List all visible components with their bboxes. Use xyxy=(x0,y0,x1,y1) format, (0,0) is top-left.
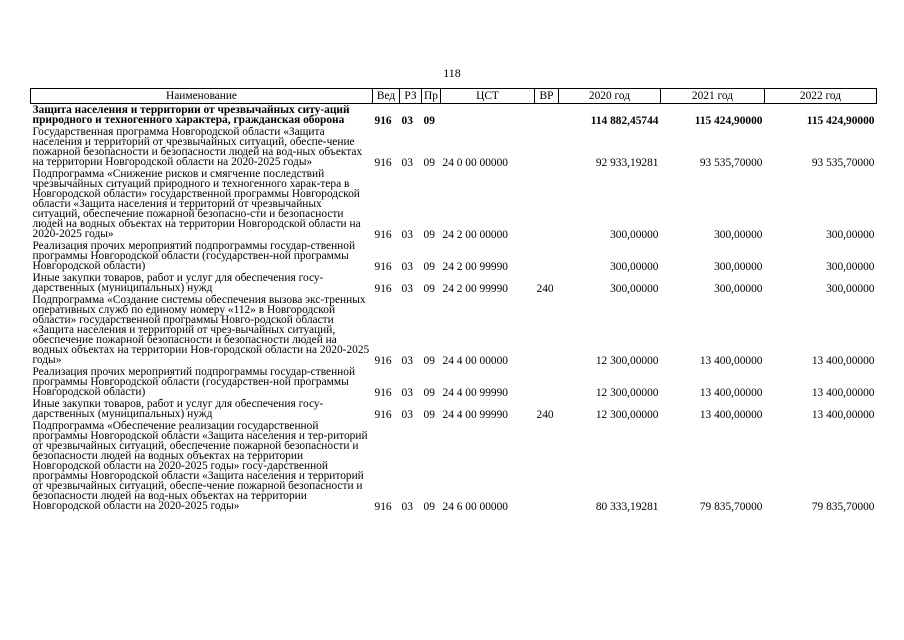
row-rz: 03 xyxy=(401,157,413,169)
row-name: Реализация прочих мероприятий подпрограммы государ-ственной программы Новгородской области (государствен-ной программы Новгородской области) xyxy=(32,366,356,398)
row-cst: 24 4 00 00000 xyxy=(442,355,508,367)
row-cst: 24 2 00 99990 xyxy=(442,283,508,295)
row-amount-2021: 79 835,70000 xyxy=(699,501,763,513)
row-amount-2021: 115 424,90000 xyxy=(694,115,763,127)
row-amount-2022: 93 535,70000 xyxy=(811,157,875,169)
row-amount-2020: 12 300,00000 xyxy=(595,355,659,367)
row-amount-2021: 300,00000 xyxy=(714,261,763,273)
row-ved: 916 xyxy=(374,283,392,295)
row-amount-2020: 300,00000 xyxy=(610,261,659,273)
row-amount-2022: 13 400,00000 xyxy=(811,387,875,399)
row-pr: 09 xyxy=(423,387,435,399)
row-name: Иные закупки товаров, работ и услуг для обеспечения госу-дарственных (муниципальных) нужд xyxy=(32,398,324,420)
row-pr: 09 xyxy=(423,409,435,421)
row-name: Иные закупки товаров, работ и услуг для обеспечения госу-дарственных (муниципальных) нужд xyxy=(32,272,324,294)
row-amount-2021: 300,00000 xyxy=(714,283,763,295)
row-ved: 916 xyxy=(374,115,392,127)
col-header-ved: Вед xyxy=(373,89,400,104)
row-ved: 916 xyxy=(374,387,392,399)
row-cst: 24 2 00 00000 xyxy=(442,229,508,241)
row-vr xyxy=(535,420,559,512)
row-cst: 24 4 00 99990 xyxy=(442,409,508,421)
row-pr: 09 xyxy=(423,501,435,513)
table-row xyxy=(31,104,877,127)
table-row xyxy=(31,398,877,420)
row-amount-2022: 115 424,90000 xyxy=(806,115,875,127)
row-rz: 03 xyxy=(401,409,413,421)
table-row xyxy=(31,126,877,168)
row-amount-2022: 300,00000 xyxy=(826,283,875,295)
table-row xyxy=(31,366,877,398)
row-rz: 03 xyxy=(401,229,413,241)
row-amount-2022: 300,00000 xyxy=(826,229,875,241)
row-ved: 916 xyxy=(374,355,392,367)
row-amount-2020: 92 933,19281 xyxy=(595,157,659,169)
row-cst: 24 0 00 00000 xyxy=(442,157,508,169)
row-pr: 09 xyxy=(423,229,435,241)
row-rz: 03 xyxy=(401,283,413,295)
row-ved: 916 xyxy=(374,261,392,273)
row-cst: 24 2 00 99990 xyxy=(442,261,508,273)
row-name: Государственная программа Новгородской области «Защита населения и территорий от чрезвычайных ситуаций, обеспе-чение пожарной безопасности и безопасности людей на вод-ных объектах на территории Новгородской области на 2020-2025 годы» xyxy=(32,126,363,168)
row-amount-2020: 300,00000 xyxy=(610,229,659,241)
row-vr xyxy=(535,104,559,127)
row-name: Подпрограмма «Создание системы обеспечения вызова экс-тренных оперативных служб по единому номеру «112» в Новгородской области» государственной программы Новго-родской области «Защита населения и территорий от чрез-вычайных ситуаций, обеспечение пожарной безопасности и безопасности людей на водных объектах на территории Нов-городской области на 2020-2025 годы» xyxy=(32,294,370,366)
row-amount-2021: 300,00000 xyxy=(714,229,763,241)
row-amount-2022: 79 835,70000 xyxy=(811,501,875,513)
col-header-name: Наименование xyxy=(31,89,373,104)
row-vr xyxy=(535,126,559,168)
row-pr: 09 xyxy=(423,283,435,295)
row-amount-2020: 12 300,00000 xyxy=(595,387,659,399)
row-name: Защита населения и территории от чрезвычайных ситу-аций природного и техногенного характера, гражданская оборона xyxy=(32,104,350,126)
row-ved: 916 xyxy=(374,229,392,241)
col-header-2022: 2022 год xyxy=(765,89,877,104)
row-name: Подпрограмма «Обеспечение реализации государственной программы Новгородской области «Защита населения и тер-риторий от чрезвычайных ситуаций, обеспечение пожарной безопасности и безопасности людей на водных объектах на территории Новгородской области на 2020-2025 годы» госу-дарственной программы Новгородской области «Защита населения и территорий от чрезвычайных ситуаций, обеспе-чение пожарной безопасности и безопасности людей на вод-ных объектах на территории Новгородской области на 2020-2025 годы» xyxy=(32,420,368,512)
col-header-2020: 2020 год xyxy=(559,89,661,104)
col-header-pr: Пр xyxy=(422,89,441,104)
col-header-vr: ВР xyxy=(535,89,559,104)
row-pr: 09 xyxy=(423,157,435,169)
row-rz: 03 xyxy=(401,501,413,513)
row-amount-2020: 300,00000 xyxy=(610,283,659,295)
table-row xyxy=(31,168,877,240)
row-pr: 09 xyxy=(423,115,435,127)
row-cst: 24 4 00 99990 xyxy=(442,387,508,399)
row-name: Подпрограмма «Снижение рисков и смягчение последствий чрезвычайных ситуаций природного и техногенного харак-тера в Новгородской области» государственной программы Новгородской области «Защита населения и территорий от чрезвычайных ситуаций, обеспечение пожарной безопасно-сти и безопасности людей на водных объектах на территории Новгородской области на 2020-2025 годы» xyxy=(32,168,361,240)
row-amount-2020: 12 300,00000 xyxy=(595,409,659,421)
row-amount-2021: 13 400,00000 xyxy=(699,355,763,367)
col-header-cst: ЦСТ xyxy=(441,89,535,104)
row-vr xyxy=(535,168,559,240)
row-amount-2022: 13 400,00000 xyxy=(811,409,875,421)
row-amount-2022: 13 400,00000 xyxy=(811,355,875,367)
table-header-row xyxy=(31,89,877,104)
row-cst: 24 6 00 00000 xyxy=(442,501,508,513)
table-row xyxy=(31,294,877,366)
row-rz: 03 xyxy=(401,387,413,399)
row-pr: 09 xyxy=(423,355,435,367)
row-vr xyxy=(535,240,559,272)
row-amount-2021: 13 400,00000 xyxy=(699,409,763,421)
table-row xyxy=(31,272,877,294)
row-ved: 916 xyxy=(374,409,392,421)
row-vr xyxy=(535,294,559,366)
row-pr: 09 xyxy=(423,261,435,273)
table-row xyxy=(31,240,877,272)
row-rz: 03 xyxy=(401,115,413,127)
table-row xyxy=(31,420,877,512)
row-amount-2020: 80 333,19281 xyxy=(595,501,659,513)
col-header-2021: 2021 год xyxy=(661,89,765,104)
row-vr: 240 xyxy=(536,283,554,295)
page-number: 118 xyxy=(443,66,461,80)
row-rz: 03 xyxy=(401,261,413,273)
row-amount-2020: 114 882,45744 xyxy=(590,115,659,127)
row-amount-2022: 300,00000 xyxy=(826,261,875,273)
row-rz: 03 xyxy=(401,355,413,367)
row-amount-2021: 13 400,00000 xyxy=(699,387,763,399)
row-vr xyxy=(535,366,559,398)
budget-table xyxy=(30,88,877,512)
row-ved: 916 xyxy=(374,501,392,513)
col-header-rz: РЗ xyxy=(400,89,422,104)
row-ved: 916 xyxy=(374,157,392,169)
row-cst xyxy=(441,104,535,127)
row-amount-2021: 93 535,70000 xyxy=(699,157,763,169)
row-vr: 240 xyxy=(536,409,554,421)
row-name: Реализация прочих мероприятий подпрограммы государ-ственной программы Новгородской области (государствен-ной программы Новгородской области) xyxy=(32,240,356,272)
